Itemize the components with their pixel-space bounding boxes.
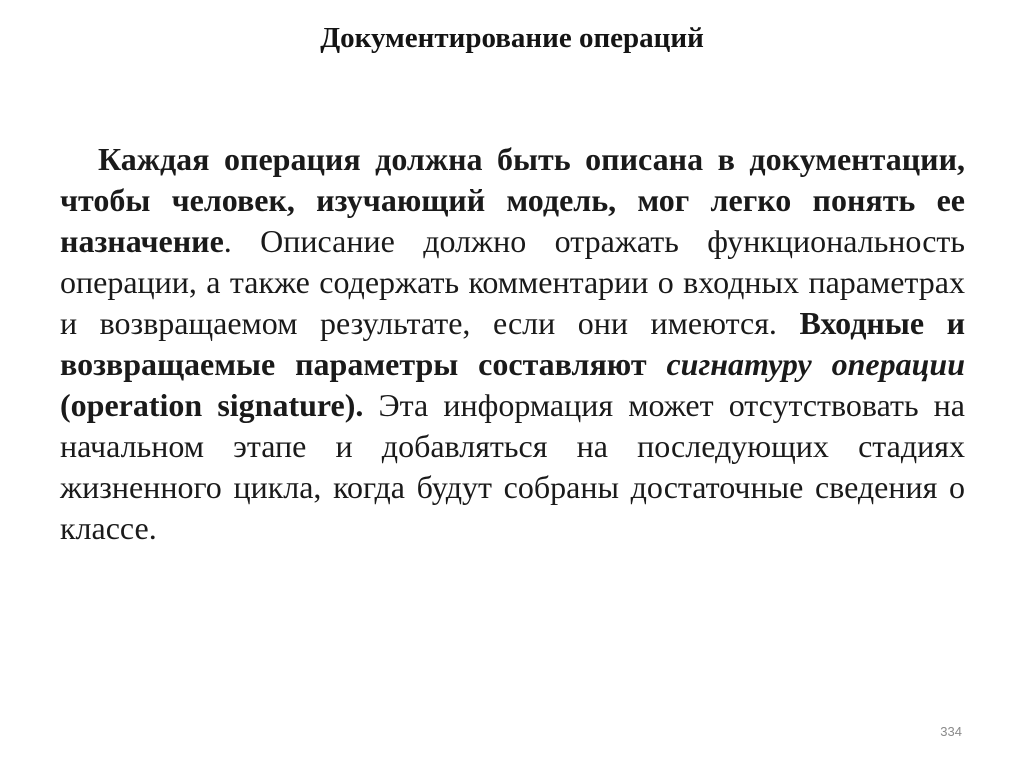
text-description: . Описание должно отражать функциональность операции, а также содержать комментарии о входных параметрах и возвращаемом результате, если они имеются. bbox=[60, 223, 965, 341]
slide-title: Документирование операций bbox=[320, 22, 704, 54]
emphasis-parameters: Входные и возвращаемые параметры составляют bbox=[60, 305, 965, 382]
term-signature: сигнатуру операции bbox=[666, 346, 966, 382]
slide-body-paragraph bbox=[60, 139, 965, 549]
emphasis-intro: Каждая операция должна быть описана в документации, чтобы человек, изучающий модель, мог легко понять ее назначение bbox=[60, 141, 965, 259]
page-number: 334 bbox=[940, 724, 962, 739]
text-lifecycle: Эта информация может отсутствовать на начальном этапе и добавляться на последующих стадиях жизненного цикла, когда будут собраны достаточные сведения о классе. bbox=[60, 387, 966, 546]
term-english: (operation signature). bbox=[60, 387, 364, 423]
